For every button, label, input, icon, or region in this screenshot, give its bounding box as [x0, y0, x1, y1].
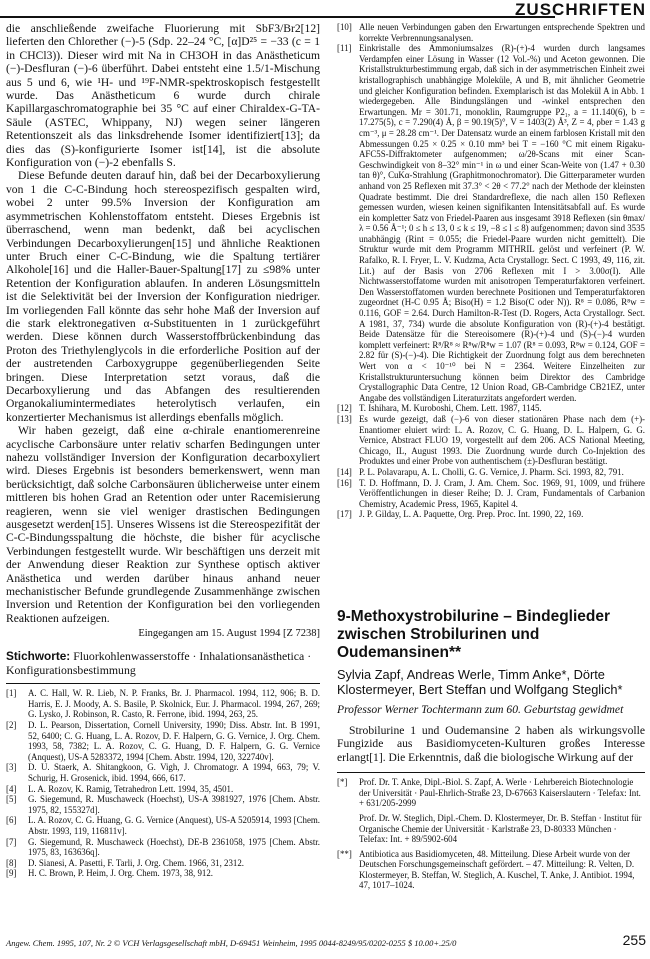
reference-text: Einkristalle des Ammoniumsalzes (R)-(+)-4 wurden durch langsames Verdampfen einer Lösung in Wasser (12 Vol.-%) und Aceton gewonnen. Die Kristallstrukturbestimmung ergab, daß sich in der asymmetrischen Einheit zwei kristallographisch unabhängige Moleküle, A und B, mit ähnlicher Geometrie und gleicher Konfiguration befinden. Exemplarisch ist das Molekül A in Abb. 1 wiedergegeben. Alle Bindungslängen und -winkel entsprechen den Erwartungen. Mr = 301.71, monoklin, Raumgruppe P2₁, a = 11.140(6), b = 17.275(5), c = 7.290(4) Å, β = 90.19(5)°, V = 1403(2) Å³, Z = 4, ρber = 1.43 g cm⁻³, μ = 28.28 cm⁻¹. Der Datensatz wurde an einem farblosen Kristall mit den Abmessungen 0.25 × 0.25 × 0.10 mm³ bei T = −160 °C mit einem Rigaku-AFC5S-Diffraktometer aufgenommen; ω/2θ-Scans mit einer Scan-Geschwindigkeit von 8–32° min⁻¹ in ω und einer Scan-Weite von (1.47 + 0.30 tan θ)°, CuKα-Strahlung (Graphitmonochromator). Die Gitterparameter wurden anhand von 25 Reflexen mit 37.3° < 2θ < 77.2° nach der Methode der kleinsten Quadrate bestimmt. Die drei Standardreflexe, die nach allen 150 Reflexen gemessen wurden, wiesen keinen signifikanten Intensitätsabfall auf. Es wurde ein kompletter Satz von Friedel-Paaren aus insgesamt 3918 Reflexen (sin θmax/λ = 0.56 Å⁻¹; 0 ≤ h ≤ 13, 0 ≤ k ≤ 19, −8 ≤ l ≤ 8) aufgenommen; davon sind 3535 unabhängig (Rint = 0.055; die Friedel-Paare wurden nicht gemittelt). Die Struktur wurde mit dem Programm MITHRIL gelöst und verfeinert (P. W. Rafalko, R. I. Fryer, L. V. Kudzma, Acta Crystallogr. Sect. C 1993, 49, 116, zit. Lit.) auf der Basis von 2706 Reflexen mit I > 3.00σ(I). Alle Nichtwasserstoffatome wurden mit anisotropen Temperaturfaktoren verfeinert. Den Wasserstoffatomen wurden berechnete Positionen und Temperaturfaktoren zugeordnet (H-C 0.95 Å; Biso(H) = 1.2 Biso(C oder N)). R⁸ = 0.086, R⁸w = 0.116, GOF = 2.64. Durch Hamilton-R-Test (D. Rogers, Acta Crystallogr. Sect. A 1981, 37, 734) wurde die absolute Konfiguration von (R)-(+)-4 bestätigt. Beide Datensätze für die Stereoisomere (R)-(+)-4 und (S)-(−)-4 wurden komplett verfeinert: R⁸/R⁸ ≈ R⁸w/R⁸w = 1.07 (R⁸ = 0.093, R⁸w = 0.124, GOF = 2.82 für (S)-(−)-4). Die Richtigkeit der Zuordnung folgt aus dem berechneten Wert von α < 10⁻¹⁰ bei N = 2364. Weitere Einzelheiten zur Kristallstrukturuntersuchung können beim Direktor des Cambridge Crystallographic Data Centre, 12 Union Road, GB-Cambridge CB21EZ, unter Angabe des vollständigen Literaturzitats angefordert werden.: [359, 43, 645, 403]
article-title: 9-Methoxystrobilurine – Bindeglieder zwischen Strobilurinen und Oudemansinen**: [337, 607, 611, 661]
reference-text: T. Ishihara, M. Kuroboshi, Chem. Lett. 1987, 1145.: [359, 403, 542, 414]
reference-number: [8]: [6, 857, 17, 868]
reference-number: [6]: [6, 815, 17, 826]
reference-number: [10]: [337, 22, 352, 32]
reference-list: [6, 688, 320, 879]
divider: [6, 683, 320, 684]
reference-text: Alle neuen Verbindungen gaben den Erwartungen entsprechende Spektren und korrekte Verbrennungsanalysen.: [359, 22, 645, 43]
reference-item: [337, 414, 645, 467]
reference-item: [6, 794, 320, 815]
affiliation-text: Prof. Dr. T. Anke, Dipl.-Biol. S. Zapf, A. Werle · Lehrbereich Biotechnologie der Universität · Paul-Ehrlich-Straße 23, D-67663 Kaiserslautern · Telefax: Int. + 631/205-2999: [359, 777, 641, 809]
reference-number: [11]: [337, 43, 352, 54]
reference-item: [6, 837, 320, 858]
affiliation-entry: [337, 849, 645, 891]
reference-number: [1]: [6, 688, 17, 699]
affiliation-mark: [*]: [337, 777, 348, 788]
body-paragraph: Wir haben gezeigt, daß eine α-chirale enantiomerenreine acyclische Carbonsäure unter relativ scharfen Bedingungen unter nahezu vollständiger Inversion der Konfiguration decarboxyliert wird. Dieses Ergebnis ist besonders bemerkenswert, wenn man berücksichtigt, daß solche Carbonsäuren üblicherweise unter einem mittleren bis hohen Grad an Retention oder unter Racemisierung reagieren, wenn sie viel weniger drastischen Bedingungen ausgesetzt werden[15]. Unseres Wissens ist die Stereospezifität der C-C-Bindungsspaltung die höchste, die bisher für acyclische Verbindungen festgestellt wurde. Wir beschäftigen uns derzeit mit der Anwendung dieser Reaktion zur Synthese optisch aktiver Anästhetica und werden darüber hinaus anhand neuer mechanistischer Befunde grundlegende Zusammenhänge zwischen Inversion und Retention der Konfiguration bei den vorliegenden Reaktionen aufzeigen.: [6, 424, 320, 625]
affiliation-text: Antibiotica aus Basidiomyceten, 48. Mitteilung. Diese Arbeit wurde von der Deutschen Forschungsgemeinschaft gefördert. – 47. Mitteilung: R. Velten, D. Klostermeyer, B. Steffan, W. Steglich, A. Kuschel, T. Anke, J. Antibiot. 1994, 47, 1017–1024.: [359, 848, 635, 891]
reference-text: G. Siegemund, R. Muschaweck (Hoechst), US-A 3981927, 1976 [Chem. Abstr. 1975, 82, 155327d].: [28, 794, 320, 815]
body-paragraph: Diese Befunde deuten darauf hin, daß bei der Decarboxylierung von 1 die C-C-Bindung hoch stereospezifisch gespalten wird, wobei 2 unter 99.5% Inversion der Konfiguration am asymmetrischen Kohlenstoffatom entsteht. Dieses Ergebnis ist überraschend, wenn man bedenkt, daß bei acyclischen Verbindungen Decarboxylierungen[15] und ähnliche Reaktionen unter Bruch einer C-C-Bindung, wie die Spaltung tertiärer Alkohole[16] und die Haller-Bauer-Spaltung[17] zu ≤98% unter Retention der Konfiguration ablaufen. In anderen Lösungsmitteln ist die Selektivität bei der Inversion der Konfiguration niedriger. Im vorliegenden Fall könnte das sehr hohe Maß der Inversion auf die stark elektronegativen α-Substituenten in 1 zurückgeführt werden. Diese können durch Wasserstoffbrückenbindung das Proton des Triethylenglycols in die erforderliche Position auf der der austretenden Carboxygruppe gegenüberliegenden Seite bringen. Diese Interpretation setzt voraus, daß die Decarboxylierung und das Abfangen des resultierenden Organokaliumintermediates heterolytisch verlaufen, ein konzertierter Mechanismus ist allerdings ebenfalls möglich.: [6, 169, 320, 424]
reference-item: [337, 467, 645, 478]
keywords-text: Fluorkohlenwasserstoffe · Inhalationsanästhetica · Konfigurationsbestimmung: [6, 649, 312, 678]
reference-text: D. U. Staerk, A. Shitangkoon, G. Vigh, J. Chromatogr. A 1994, 663, 79; V. Schurig, H. Grosenick, ibid. 1994, 666, 617.: [28, 762, 320, 784]
reference-text: H. C. Brown, P. Heim, J. Org. Chem. 1973, 38, 912.: [28, 868, 213, 879]
reference-item: [6, 720, 320, 762]
reference-text: G. Siegemund, R. Muschaweck (Hoechst), DE-B 2361058, 1975 [Chem. Abstr. 1975, 83, 163636q].: [28, 836, 320, 858]
reference-item: [337, 43, 645, 403]
reference-item: [6, 784, 320, 795]
page-footer: [6, 932, 646, 948]
dedication: Professor Werner Tochtermann zum 60. Geburtstag gewidmet: [337, 702, 624, 716]
reference-item: [337, 509, 645, 520]
reference-text: P. L. Polavarapu, A. L. Cholli, G. G. Vernice, J. Pharm. Sci. 1993, 82, 791.: [359, 466, 624, 477]
reference-number: [7]: [6, 836, 17, 847]
reference-text: L. A. Rozov, C. G. Huang, G. G. Vernice (Anquest), US-A 5205914, 1993 [Chem. Abstr. 1993, 119, 116811v].: [28, 815, 320, 836]
reference-text: D. L. Pearson, Dissertation, Cornell University, 1990; Diss. Abstr. Int. B 1991, 52, 6400; C. G. Huang, L. A. Rozov, D. F. Halpern, G. G. Vernice, J. Org. Chem. 1993, 58, 7382; L. A. Rozov, C. G. Huang, D. F. Halpern, G. G. Vernice (Anquest), US-A 5283372, 1994 [Chem. Abstr. 1994, 120, 322740v].: [28, 720, 320, 762]
reference-number: [9]: [6, 868, 17, 879]
footer-citation: Angew. Chem. 1995, 107, Nr. 2 © VCH Verlagsgesellschaft mbH, D-69451 Weinheim, 1995 0044-8249/95/0202-0255 $ 10.00+.25/0: [6, 938, 457, 948]
reference-item: [6, 858, 320, 869]
reference-item: [337, 403, 645, 414]
reference-number: [5]: [6, 794, 17, 805]
affiliation-entry: [337, 813, 645, 845]
left-column: [6, 22, 320, 879]
reference-number: [12]: [337, 403, 352, 414]
authors: Sylvia Zapf, Andreas Werle, Timm Anke*, Dörte Klostermeyer, Bert Steffan und Wolfgang Steglich*: [337, 666, 623, 697]
reference-item: [6, 688, 320, 720]
affiliation-mark: [**]: [337, 848, 352, 859]
spacer: [337, 520, 645, 608]
reference-list: [337, 22, 645, 520]
affiliation-entry: [337, 777, 645, 809]
keywords: [6, 649, 320, 677]
section-title: ZUSCHRIFTEN: [515, 0, 646, 19]
reference-text: A. C. Hall, W. R. Lieb, N. P. Franks, Br. J. Pharmacol. 1994, 112, 906; B. D. Harris, E. J. Moody, A. S. Basile, P. Skolnick, Eur. J. Pharmacol. 1994, 267, 269; G. Lysko, J. Robinson, R. Casto, R. Ferrone, ibid. 1994, 263, 25.: [28, 688, 320, 720]
body-paragraph: die anschließende zweifache Fluorierung mit SbF3/Br2[12] lieferten den Chlorether (−)-5 (Sdp. 22–24 °C, [α]D²⁵ = −33 (c = 1 in CHCl3)). Dieser wird mit Na in CH3OH in das Anästheticum (−)-Desfluran (−)-6 überführt. Dabei entsteht eine 1.5/1-Mischung aus 5 und 6, wie ¹H- und ¹⁹F-NMR-spektroskopisch festgestellt wurde. Das Anästheticum 6 wurde durch chirale Kapillargaschromatographie bei 35 °C auf einer Chiraldex-G-TA-Säule (ASTEC, Whippany, NJ) wegen seiner längeren Retentionszeit als das linksdrehende Isomer identifiziert[13]; da dies das (S)-konfigurierte Isomer ist[14], ist die absolute Konfiguration von (−)-2 ebenfalls S.: [6, 22, 320, 170]
left-body-text: [6, 22, 320, 625]
body-paragraph: Strobilurine 1 und Oudemansine 2 haben als wirkungsvolle Fungizide aus Basidiomyceten-Kulturen großes Interesse erlangt[1]. Die Erkenntnis, daß die biologische Wirkung auf der: [337, 723, 645, 764]
reference-number: [3]: [6, 762, 17, 773]
received-date: Eingegangen am 15. August 1994 [Z 7238]: [138, 628, 320, 640]
reference-text: Es wurde gezeigt, daß (−)-6 von dieser stationären Phase nach dem (+)-Enantiomer eluiert wird: L. A. Rozov, C. G. Huang, D. L. Halpern, G. G. Vernice, Abstract FLUO 19, vorgestellt auf dem 206. ACS National Meeting, Chicago, IL, August 1993. Die Zuordnung wurde durch Co-Injektion des Produktes und einer Probe von authentischem (±)-Desfluran bestätigt.: [359, 413, 645, 467]
reference-text: D. Sianesi, A. Pasetti, F. Tarli, J. Org. Chem. 1966, 31, 2312.: [28, 857, 245, 868]
page-header: [0, 0, 650, 20]
reference-item: [6, 762, 320, 783]
keywords-label: Stichworte:: [6, 649, 71, 664]
reference-text: L. A. Rozov, K. Ramig, Tetrahedron Lett. 1994, 35, 4501.: [28, 783, 234, 794]
reference-number: [4]: [6, 783, 17, 794]
intro-text: [337, 724, 645, 764]
reference-item: [337, 22, 645, 43]
reference-number: [16]: [337, 477, 352, 488]
header-rule: [0, 16, 555, 18]
reference-item: [6, 815, 320, 836]
right-column: [337, 22, 645, 895]
affiliation-text: Prof. Dr. W. Steglich, Dipl.-Chem. D. Klostermeyer, Dr. B. Steffan · Institut für Organische Chemie der Universität · Karlstraße 23, D-80333 München · Telefax: Int. + 89/5902-604: [359, 812, 642, 845]
page-number: 255: [622, 932, 646, 948]
reference-text: J. P. Gilday, L. A. Paquette, Org. Prep. Proc. Int. 1990, 22, 169.: [359, 509, 584, 520]
reference-number: [14]: [337, 466, 352, 477]
reference-number: [2]: [6, 720, 17, 731]
reference-text: T. D. Hoffmann, D. J. Cram, J. Am. Chem. Soc. 1969, 91, 1009, und frühere Veröffentlichungen in dieser Reihe; D. J. Cram, Fundamentals of Carbanion Chemistry, Academic Press, 1965, Kapitel 4.: [359, 477, 645, 509]
reference-item: [337, 478, 645, 510]
affiliations: [337, 777, 645, 891]
reference-number: [17]: [337, 509, 352, 520]
divider: [337, 772, 645, 773]
reference-item: [6, 868, 320, 879]
reference-number: [13]: [337, 413, 352, 424]
